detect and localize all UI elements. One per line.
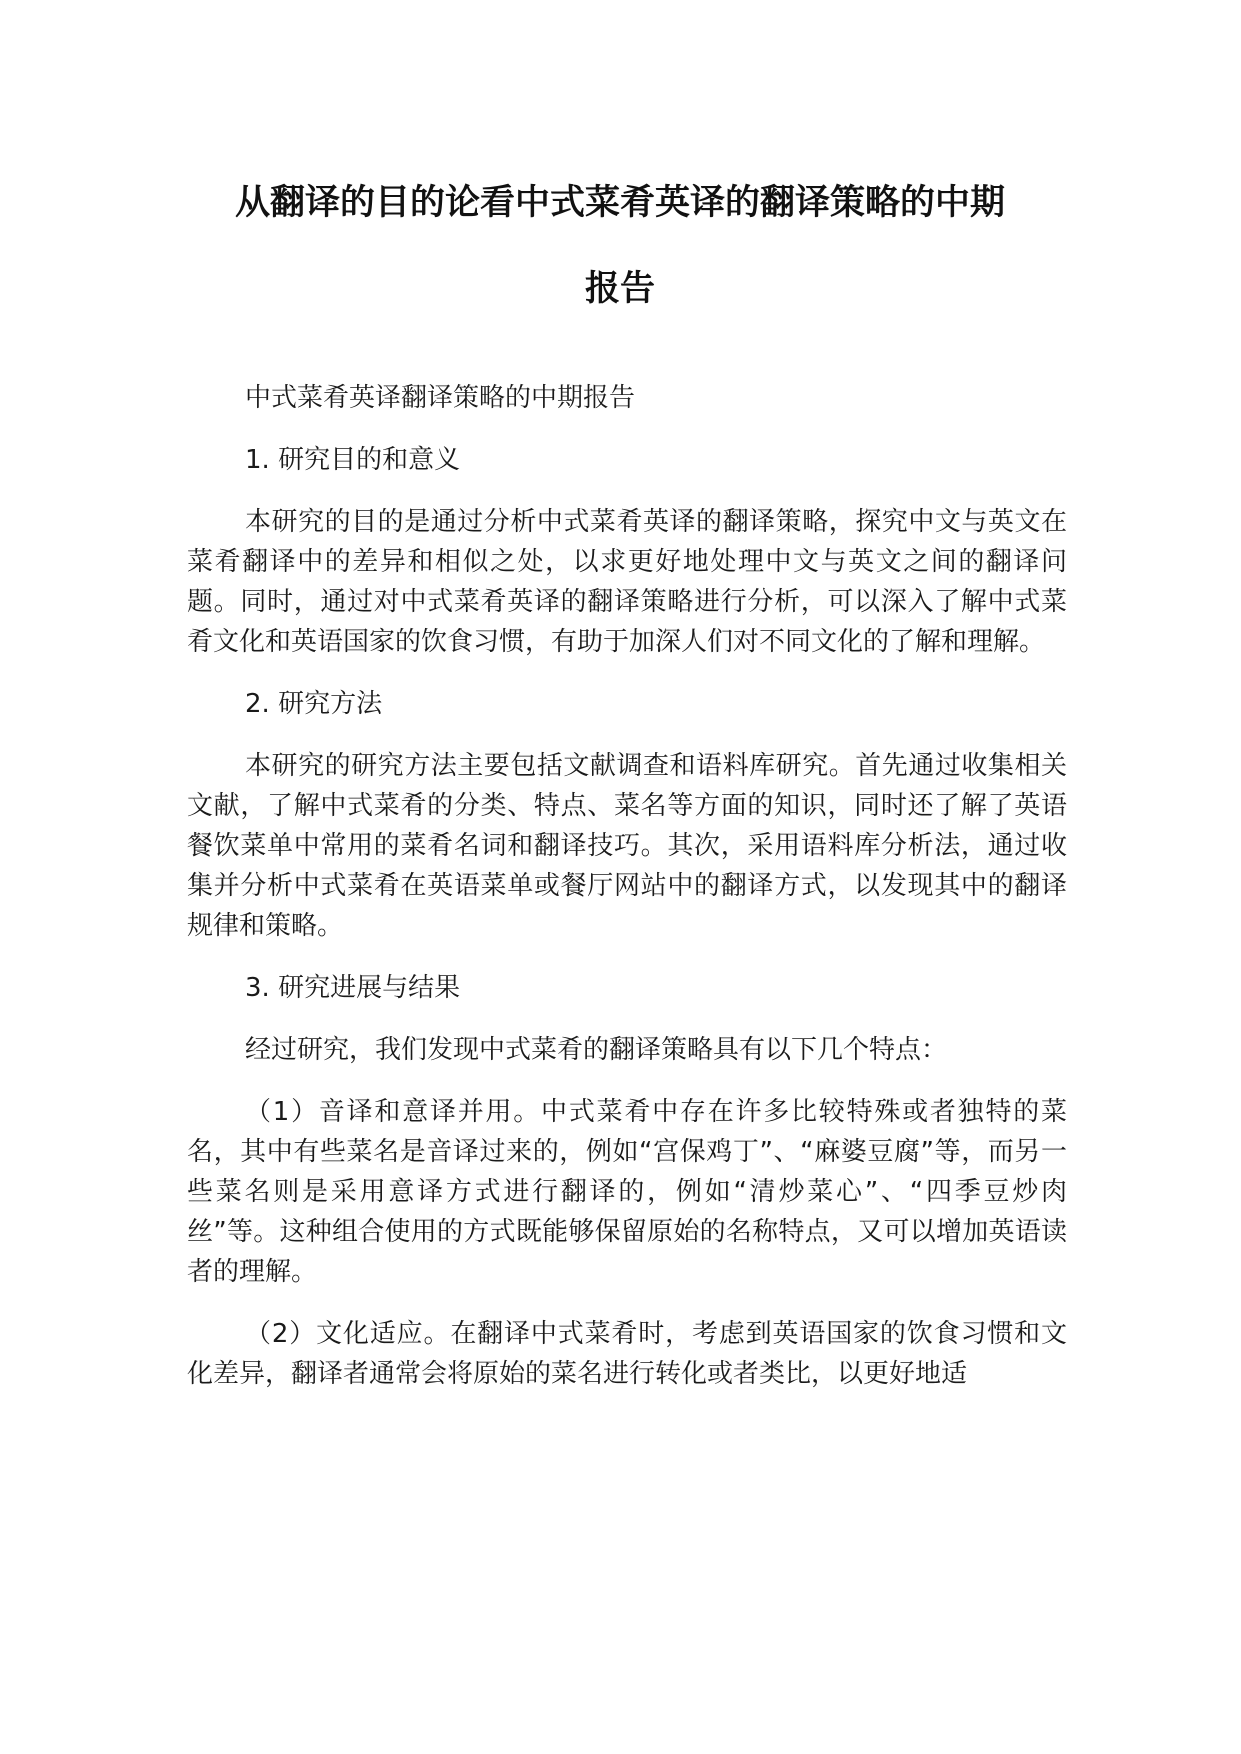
document-title-line-1: 从翻译的目的论看中式菜肴英译的翻译策略的中期 — [234, 183, 1005, 223]
document-title-line-2: 报告 — [584, 269, 655, 309]
section-2-paragraph: 本研究的研究方法主要包括文献调查和语料库研究。首先通过收集相关文献，了解中式菜肴的分类、特点、菜名等方面的知识，同时还了解了英语餐饮菜单中常用的菜肴名词和翻译技巧。其次，采用语料库分析法，通过收集并分析中式菜肴在英语菜单或餐厅网站中的翻译方式，以发现其中的翻译规律和策略。 — [187, 751, 1067, 941]
section-3-paragraph-2: （1）音译和意译并用。中式菜肴中存在许多比较特殊或者独特的菜名，其中有些菜名是音译过来的，例如“宫保鸡丁”、“麻婆豆腐”等，而另一些菜名则是采用意译方式进行翻译的，例如“清炒菜心”、“四季豆炒肉丝”等。这种组合使用的方式既能够保留原始的名称特点，又可以增加英语读者的理解。 — [187, 1097, 1067, 1287]
report-subtitle: 中式菜肴英译翻译策略的中期报告 — [245, 383, 636, 413]
section-3-paragraph-1: 经过研究，我们发现中式菜肴的翻译策略具有以下几个特点： — [245, 1035, 948, 1065]
section-2-heading: 2. 研究方法 — [245, 689, 383, 719]
section-3-paragraph-3: （2）文化适应。在翻译中式菜肴时，考虑到英语国家的饮食习惯和文化差异，翻译者通常会将原始的菜名进行转化或者类比，以更好地适 — [187, 1319, 1067, 1389]
section-1-heading: 1. 研究目的和意义 — [245, 445, 461, 475]
section-3-heading: 3. 研究进展与结果 — [245, 973, 461, 1003]
section-1-paragraph: 本研究的目的是通过分析中式菜肴英译的翻译策略，探究中文与英文在菜肴翻译中的差异和相似之处，以求更好地处理中文与英文之间的翻译问题。同时，通过对中式菜肴英译的翻译策略进行分析，可以深入了解中式菜肴文化和英语国家的饮食习惯，有助于加深人们对不同文化的了解和理解。 — [187, 507, 1067, 657]
document-body — [187, 378, 1067, 1416]
